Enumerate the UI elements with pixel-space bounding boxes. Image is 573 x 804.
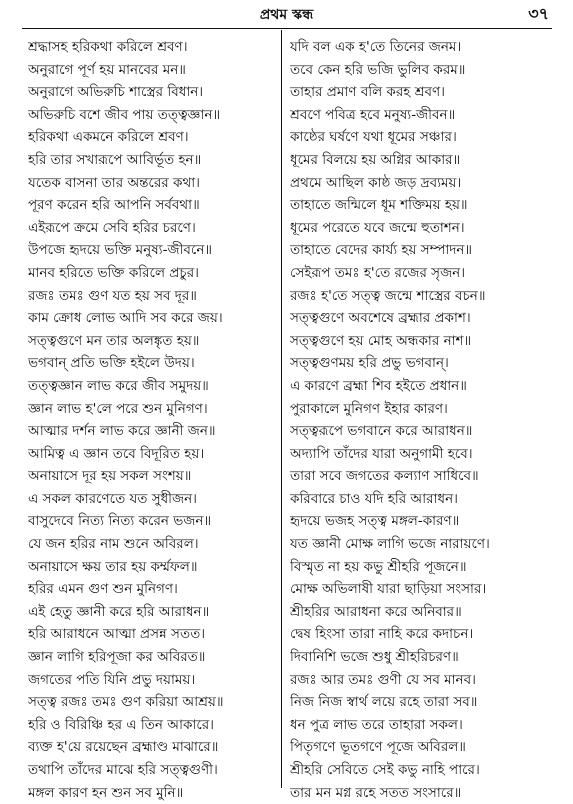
verse-line: ধন পুত্র লাভ তরে তাহারা সকল। bbox=[290, 716, 463, 733]
verse-line: যতেক বাসনা তার অন্তরের কথা। bbox=[28, 174, 200, 191]
verse-line: জগতের পতি যিনি প্রভু দয়াময়। bbox=[28, 671, 196, 688]
verse-line: তার মন মগ্ন রহে সতত সংসারে॥ bbox=[290, 784, 462, 801]
verse-line: দিবানিশি ভজে শুধু শ্রীহরিচরণ॥ bbox=[290, 649, 459, 666]
verse-line: ব্যক্ত হ'য়ে রয়েছেন ব্রহ্মাণ্ড মাঝারে॥ bbox=[28, 739, 219, 756]
verse-line: তারা সবে জগতের কল্যাণ সাধিবে॥ bbox=[290, 468, 479, 485]
verse-line: বাসুদেবে নিত্য নিত্য করেন ভজন॥ bbox=[28, 513, 212, 530]
verse-line: অনায়াসে ক্ষয় তার হয় কর্ম্মফল॥ bbox=[28, 558, 198, 575]
page-number: ৩৭ bbox=[528, 4, 549, 23]
verse-line: এ কারণে ব্রহ্মা শিব হইতে প্রধান॥ bbox=[290, 377, 467, 394]
verse-line: ভগবান্ প্রতি ভক্তি হইলে উদয়। bbox=[28, 355, 195, 372]
verse-line: শ্রীহরির আরাধনা করে অনিবার॥ bbox=[290, 603, 462, 620]
verse-line: জ্ঞান লাগি হরিপূজা কর অবিরত॥ bbox=[28, 649, 206, 666]
verse-line: হরি আরাধনে আত্মা প্রসন্ন সতত। bbox=[28, 626, 206, 643]
verse-line: পূরণ করেন হরি আপনি সর্ববথা॥ bbox=[28, 197, 200, 214]
verse-line: রজঃ হ'তে সত্ত্ব জন্মে শাস্ত্রের বচন॥ bbox=[290, 287, 486, 304]
verse-line: বিস্মৃত না হয় কভু শ্রীহরি পূজনে॥ bbox=[290, 558, 467, 575]
verse-line: তাহার প্রমাণ বলি করহ শ্রবণ। bbox=[290, 84, 446, 101]
verse-line: তথাপি তাঁদের মাঝে হরি সত্ত্বগুণী। bbox=[28, 762, 218, 778]
verse-line: আমিত্ব এ জ্ঞান তবে বিদূরিত হয়। bbox=[28, 445, 205, 462]
verse-column-right bbox=[290, 36, 552, 804]
verse-line: দ্বেষ হিংসা তারা নাহি করে কদাচন। bbox=[290, 626, 474, 643]
verse-line: এ সকল কারণেতে যত সুধীজন। bbox=[28, 490, 198, 507]
verse-line: কাম ক্রোধ লোভ আদি সব করে জয়। bbox=[28, 310, 223, 327]
verse-line: হরিকথা একমনে করিলে শ্রবণ। bbox=[28, 129, 189, 146]
verse-line: তাহাতে বেদের কার্য্য হয় সম্পাদন॥ bbox=[290, 242, 473, 259]
verse-line: তবে কেন হরি ভজি ভুলিব করম॥ bbox=[290, 61, 466, 78]
verse-line: হরির এমন গুণ শুন মুনিগণ। bbox=[28, 581, 178, 598]
verse-line: অনুরাগে পূর্ণ হয় মানবের মন॥ bbox=[28, 61, 186, 78]
verse-line: শ্রদ্ধাসহ হরিকথা করিলে শ্রবণ। bbox=[28, 39, 188, 55]
verse-line: শ্রীহরি সেবিতে সেই কভু নাহি পারে। bbox=[290, 762, 480, 778]
verse-line: সেইরূপ তমঃ হ'তে রজের সৃজন। bbox=[290, 264, 466, 281]
verse-line: অভিরুচি বশে জীব পায় তত্ত্বজ্ঞান॥ bbox=[28, 106, 221, 123]
header-rule bbox=[22, 28, 552, 29]
verse-line: হৃদয়ে ভজহ সত্ত্ব মঙ্গল-কারণ॥ bbox=[290, 513, 460, 530]
verse-line: সত্ত্বরূপে ভগবানে করে আরাধন॥ bbox=[290, 423, 473, 440]
verse-line: অনুরাগে অভিরুচি শাস্ত্রের বিধান। bbox=[28, 84, 204, 101]
verse-line: করিবারে চাও যদি হরি আরাধন। bbox=[290, 490, 458, 507]
verse-line: মানব হরিতে ভক্তি করিলে প্রচুর। bbox=[28, 264, 199, 281]
verse-line: সত্ত্ব রজঃ তমঃ গুণ করিয়া আশ্রয়॥ bbox=[28, 694, 224, 711]
verse-line: ধূমের বিলয়ে হয় অগ্নির আকার॥ bbox=[290, 151, 461, 168]
verse-line: এই হেতু জ্ঞানী করে হরি আরাধন॥ bbox=[28, 603, 210, 620]
verse-line: রজঃ আর তমঃ গুণী যে সব মানব। bbox=[290, 671, 476, 688]
verse-line: সত্ত্বগুণে মন তার অলঙ্কৃত হয়॥ bbox=[28, 332, 200, 349]
verse-line: জ্ঞান লাভ হ'লে পরে শুন মুনিগণ। bbox=[28, 400, 208, 417]
verse-line: আত্মার দর্শন লাভ করে জ্ঞানী জন॥ bbox=[28, 423, 216, 440]
verse-line: নিজ নিজ স্বার্থ লয়ে রহে তারা সব॥ bbox=[290, 694, 478, 711]
verse-line: সত্ত্বগুণে হয় মোহ অন্ধকার নাশ॥ bbox=[290, 332, 472, 349]
verse-line: সত্ত্বগুণময় হরি প্রভু ভগবান্। bbox=[290, 355, 449, 372]
running-head: প্রথম স্কন্ধ bbox=[259, 7, 314, 23]
verse-line: ধূমের পরেতে যবে জন্মে হুতাশন। bbox=[290, 219, 465, 236]
verse-line: শ্রবণে পবিত্র হবে মনুষ্য-জীবন॥ bbox=[290, 106, 456, 123]
verse-line: সত্ত্বগুণে অবশেষে ব্রহ্মার প্রকাশ। bbox=[290, 310, 471, 327]
verse-line: রজঃ তমঃ গুণ যত হয় সব দূর॥ bbox=[28, 287, 197, 304]
verse-column-left bbox=[28, 36, 278, 804]
verse-line: অনায়াসে দূর হয় সকল সংশয়॥ bbox=[28, 468, 192, 485]
verse-line: মঙ্গল কারণ হন শুন সব মুনি॥ bbox=[28, 784, 184, 801]
verse-line: প্রথমে আছিল কাষ্ঠ জড় দ্রব্যময়। bbox=[290, 174, 462, 191]
verse-line: যত জ্ঞানী মোক্ষ লাগি ভজে নারায়ণে। bbox=[290, 536, 490, 553]
verse-line: কাষ্ঠের ঘর্ষণে যথা ধূমের সঞ্চার। bbox=[290, 129, 457, 146]
verse-line: এইরূপে ক্রমে সেবি হরির চরণে। bbox=[28, 219, 196, 236]
verse-line: অদ্যাপি তাঁদের যারা অনুগামী হবে। bbox=[290, 445, 473, 462]
verse-line: তাহাতে জন্মিলে ধূম শক্তিময় হয়॥ bbox=[290, 197, 468, 214]
verse-line: মোক্ষ অভিলাষী যারা ছাড়িয়া সংসার। bbox=[290, 581, 487, 598]
verse-line: তত্ত্বজ্ঞান লাভ করে জীব সমুদয়॥ bbox=[28, 377, 209, 394]
verse-line: উপজে হৃদয়ে ভক্তি মনুষ্য-জীবনে॥ bbox=[28, 242, 213, 259]
verse-line: হরি ও বিরিঞ্চি হর এ তিন আকারে। bbox=[28, 716, 215, 733]
column-divider bbox=[281, 30, 282, 788]
verse-line: যে জন হরির নাম শুনে অবিরল। bbox=[28, 536, 199, 553]
verse-line: যদি বল এক হ'তে তিনের জনম। bbox=[290, 39, 462, 55]
verse-line: পুরাকালে মুনিগণ ইহার কারণ। bbox=[290, 400, 448, 417]
verse-line: হরি তার সখারূপে আবির্ভূত হন॥ bbox=[28, 151, 202, 168]
verse-line: পিতৃগণে ভূতগণে পূজে অবিরল॥ bbox=[290, 739, 466, 756]
